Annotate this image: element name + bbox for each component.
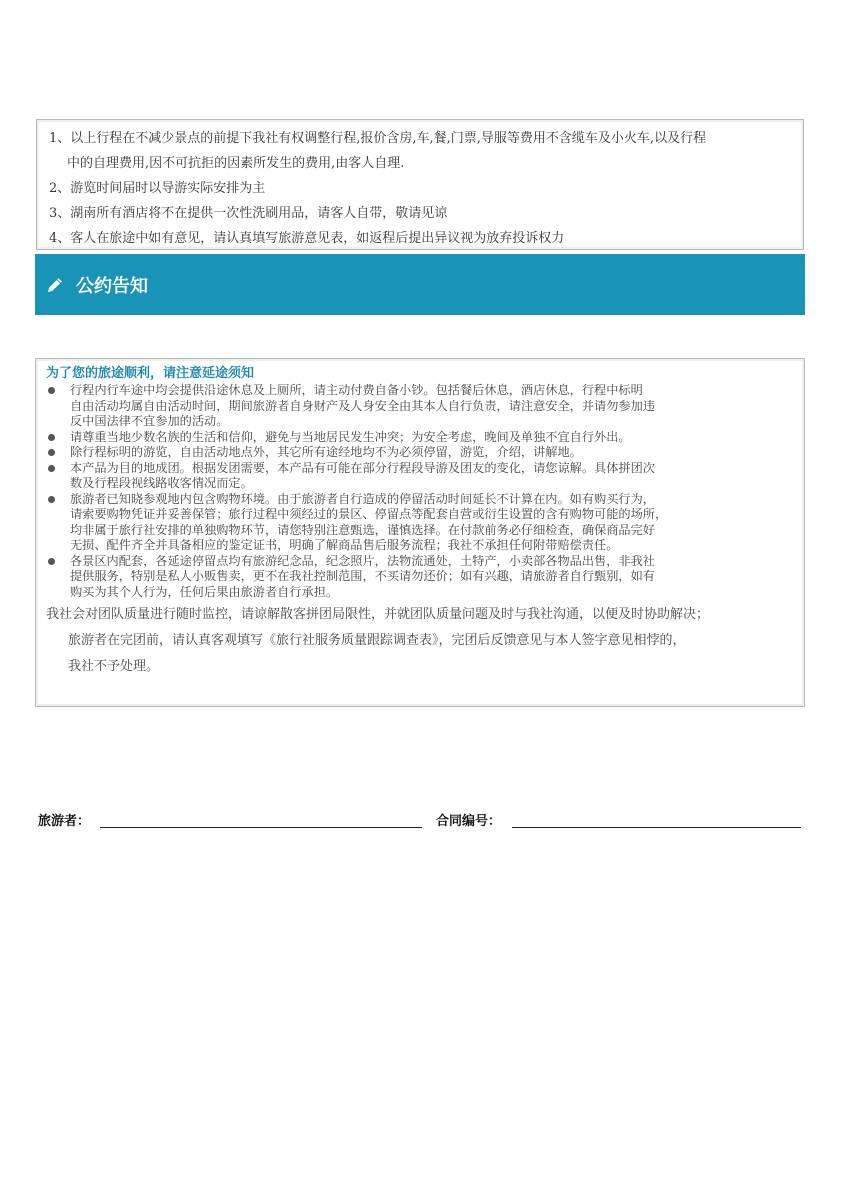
list-item: 请尊重当地少数名族的生活和信仰，避免与当地居民发生冲突；为安全考虑，晚间及单独不宜自行外出。: [46, 430, 794, 446]
list-item: 旅游者已知晓参观地内包含购物环境。由于旅游者自行造成的停留活动时间延长不计算在内。如有购买行为，: [46, 492, 794, 508]
contract-number-label: 合同编号：: [436, 814, 502, 829]
list-item: 本产品为目的地成团。根据发团需要，本产品有可能在部分行程段导游及团友的变化，请您谅解。具体拼团次: [46, 461, 794, 477]
notes-box: [36, 119, 804, 250]
bullet-icon: [48, 434, 55, 441]
bullet-icon: [48, 558, 55, 565]
footer-line: 旅游者在完团前，请认真客观填写《旅行社服务质量跟踪调查表》，完团后反馈意见与本人签字意见相悖的，: [68, 633, 686, 648]
travel-notice-box: [35, 358, 805, 707]
list-item-continuation: 数及行程段视线路收客情况而定。: [70, 476, 253, 490]
bullet-icon: [48, 465, 55, 472]
notice-heading: 为了您的旅途顺利，请注意延途须知: [46, 366, 255, 381]
section-banner: [35, 254, 805, 315]
list-item-continuation: 无损、配件齐全并具备相应的鉴定证书，明确了解商品售后服务流程；我社不承担任何附带赔偿责任。: [70, 538, 619, 552]
notice-footer: [46, 602, 794, 680]
list-item-continuation: 自由活动均属自由活动时间，期间旅游者自身财产及人身安全由其本人自行负责，请注意安全，并请勿参加违: [70, 398, 655, 413]
notice-list: [46, 383, 794, 600]
list-item: 行程内行车途中均会提供沿途休息及上厕所，请主动付费自备小钞。包括餐后休息，酒店休息，行程中标明: [46, 383, 794, 399]
contract-number-line[interactable]: [512, 827, 801, 828]
note-item: 3、湖南所有酒店将不在提供一次性洗刷用品，请客人自带，敬请见谅: [49, 206, 448, 221]
traveler-label: 旅游者：: [38, 814, 91, 829]
bullet-icon: [48, 449, 55, 456]
list-item-continuation: 反中国法律不宜参加的活动。: [70, 414, 229, 428]
pencil-icon: [46, 276, 64, 294]
bullet-icon: [48, 496, 55, 503]
note-item: 中的自理费用,因不可抗拒的因素所发生的费用,由客人自理.: [67, 156, 405, 171]
traveler-signature-line[interactable]: [100, 827, 422, 828]
list-item: 各景区内配套，各延途停留点均有旅游纪念品，纪念照片，法物流通处，土特产，小卖部各物品出售，非我社: [46, 554, 794, 570]
footer-line: 我社会对团队质量进行随时监控，请谅解散客拼团局限性，并就团队质量问题及时与我社沟通，以便及时协助解决；: [46, 607, 710, 622]
list-item-continuation: 提供服务，特别是私人小贩售卖，更不在我社控制范围，不买请勿还价；如有兴趣，请旅游者自行甄别，如有: [70, 569, 655, 583]
note-item: 2、游览时间届时以导游实际安排为主: [49, 181, 266, 196]
section-title: 公约告知: [76, 275, 148, 297]
note-item: 1、以上行程在不减少景点的前提下我社有权调整行程,报价含房,车,餐,门票,导服等费用不含缆车及小火车,以及行程: [49, 131, 707, 146]
list-item: 除行程标明的游览，自由活动地点外，其它所有途经地均不为必须停留，游览，介绍，讲解地。: [46, 445, 794, 461]
list-item-continuation: 请索要购物凭证并妥善保管；旅行过程中须经过的景区、停留点等配套自营或衍生设置的含有购物可能的场所，: [70, 507, 668, 521]
list-item-continuation: 均非属于旅行社安排的单独购物环节，请您特别注意甄选，谨慎选择。在付款前务必仔细检查，确保商品完好: [70, 522, 655, 537]
bullet-icon: [48, 387, 55, 394]
list-item-continuation: 购买为其个人行为，任何后果由旅游者自行承担。: [70, 584, 339, 599]
note-item: 4、客人在旅途中如有意见，请认真填写旅游意见表，如返程后提出异议视为放弃投诉权力: [49, 231, 565, 246]
footer-line: 我社不予处理。: [68, 659, 160, 674]
